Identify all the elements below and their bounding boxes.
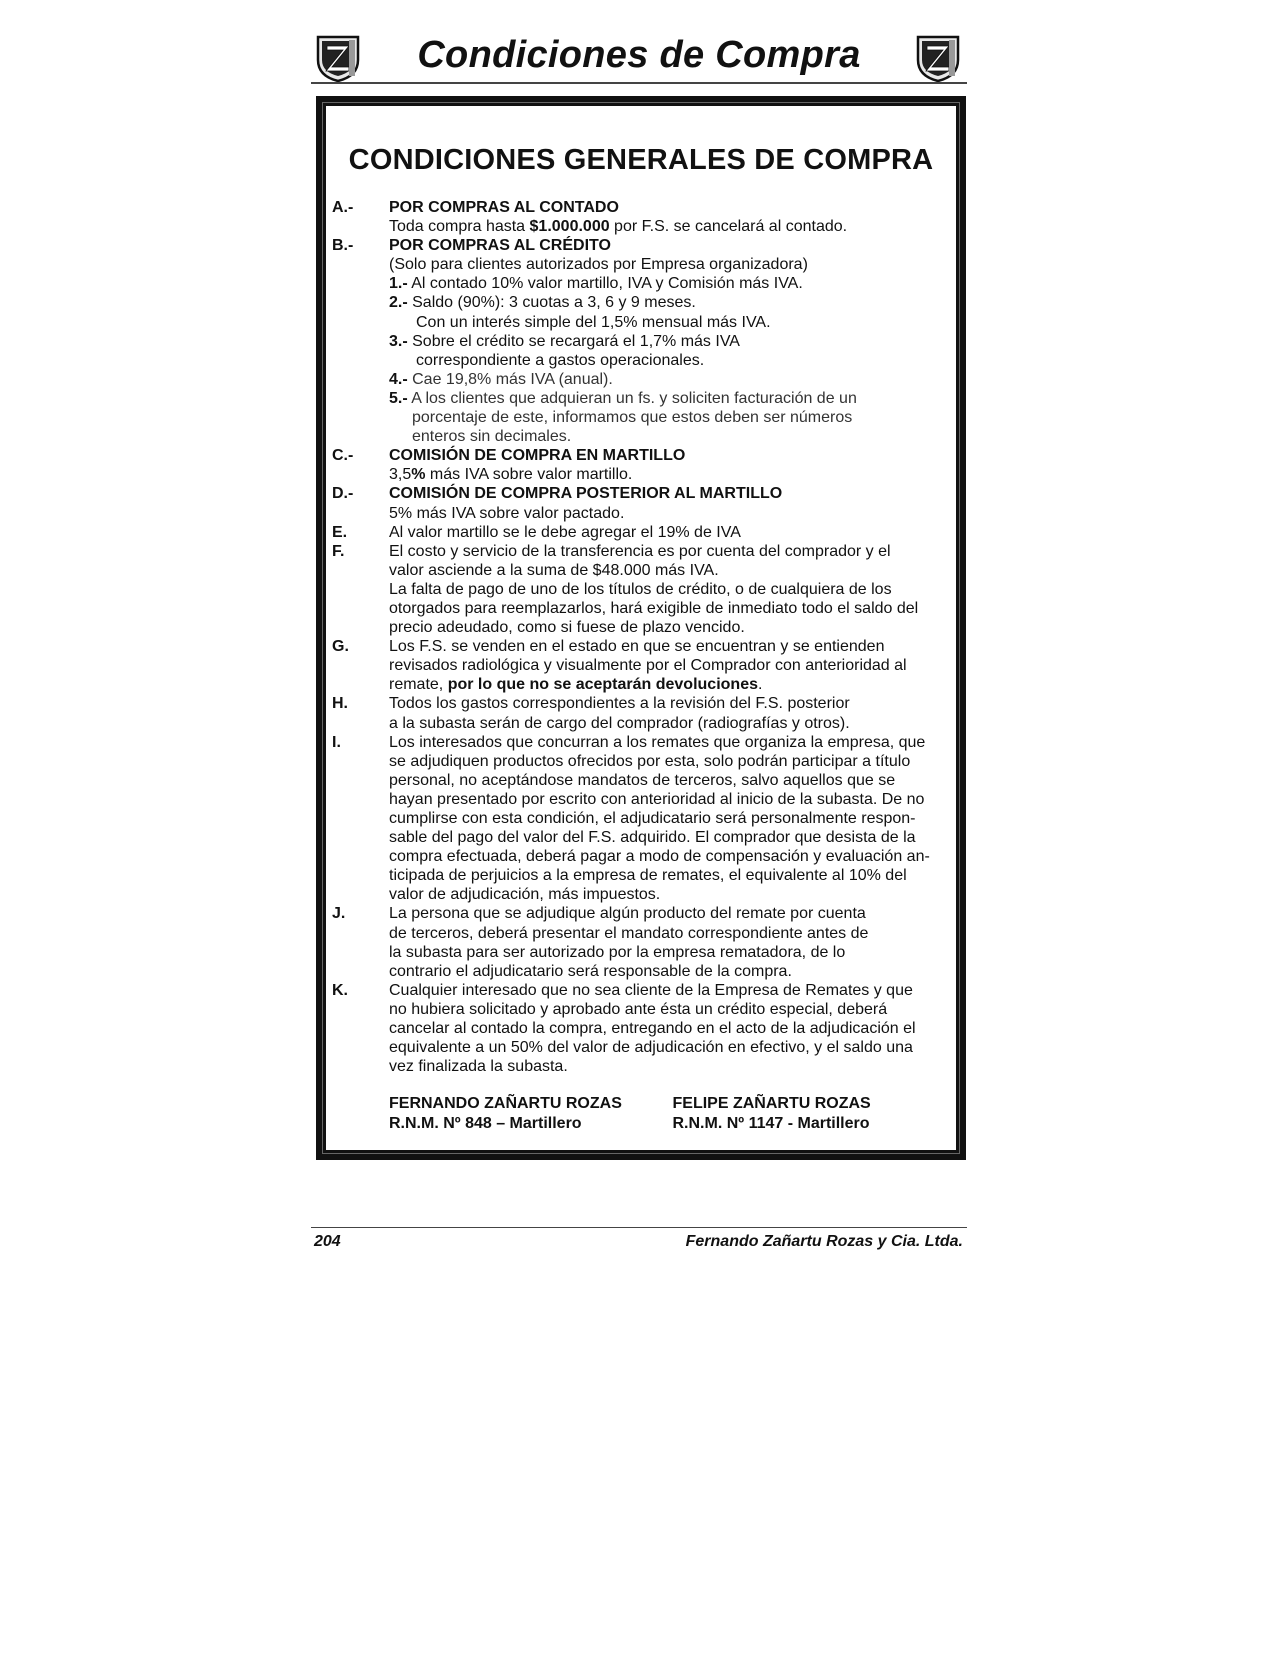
condition-text: Toda compra hasta $1.000.000 por F.S. se cancelará al contado. bbox=[389, 218, 848, 236]
condition-i bbox=[326, 733, 956, 905]
signature-block bbox=[389, 1094, 673, 1134]
condition-letter: F. bbox=[332, 542, 345, 560]
condition-line: equivalente a un 50% del valor de adjudicación en efectivo, y el saldo una bbox=[389, 1039, 913, 1057]
condition-letter: I. bbox=[332, 733, 341, 751]
condition-line: personal, no aceptándose mandatos de terceros, salvo aquellos que se bbox=[389, 771, 896, 789]
condition-line: Los F.S. se venden en el estado en que se encuentran y se entienden bbox=[389, 638, 885, 656]
condition-line: la subasta para ser autorizado por la empresa rematadora, de lo bbox=[389, 943, 846, 961]
condition-letter: E. bbox=[332, 523, 348, 541]
condition-line: a la subasta serán de cargo del comprador (radiografías y otros). bbox=[389, 714, 850, 732]
condition-e bbox=[326, 523, 956, 542]
company-name: Fernando Zañartu Rozas y Cia. Ltda. bbox=[685, 1233, 963, 1250]
condition-line: La falta de pago de uno de los títulos de crédito, o de cualquiera de los bbox=[389, 580, 892, 598]
header-divider bbox=[311, 82, 967, 84]
condition-line: hayan presentado por escrito con anterioridad al inicio de la subasta. De no bbox=[389, 790, 925, 808]
credit-term-3: 3.- Sobre el crédito se recargará el 1,7% más IVA bbox=[389, 332, 740, 350]
company-logo-icon bbox=[915, 34, 961, 82]
condition-line: La persona que se adjudique algún producto del remate por cuenta bbox=[389, 905, 866, 923]
condition-line: cancelar al contado la compra, entregando en el acto de la adjudicación el bbox=[389, 1020, 916, 1038]
condition-a bbox=[326, 198, 956, 236]
signatory-registry: R.N.M. Nº 1147 - Martillero bbox=[672, 1115, 870, 1133]
page-title: Condiciones de Compra bbox=[417, 34, 861, 76]
condition-line: otorgados para reemplazarlos, hará exigible de inmediato todo el saldo del bbox=[389, 599, 919, 617]
cash-limit-amount: $1.000.000 bbox=[529, 218, 610, 236]
condition-line: cumplirse con esta condición, el adjudicatario será personalmente respon- bbox=[389, 810, 916, 827]
condition-letter: C.- bbox=[332, 447, 354, 465]
condition-line: revisados radiológica y visualmente por el Comprador con anterioridad al bbox=[389, 657, 907, 675]
condition-text: 3,5% más IVA sobre valor martillo. bbox=[389, 466, 633, 484]
condition-f bbox=[326, 542, 956, 637]
credit-term-1: 1.- Al contado 10% valor martillo, IVA y Comisión más IVA. bbox=[389, 275, 803, 293]
condition-c bbox=[326, 446, 956, 484]
conditions-list bbox=[326, 198, 956, 1134]
condition-line: valor asciende a la suma de $48.000 más IVA. bbox=[389, 561, 719, 579]
condition-line: remate, por lo que no se aceptarán devoluciones. bbox=[389, 676, 763, 694]
condition-line: El costo y servicio de la transferencia es por cuenta del comprador y el bbox=[389, 542, 891, 560]
conditions-title: CONDICIONES GENERALES DE COMPRA bbox=[348, 144, 934, 176]
condition-heading: POR COMPRAS AL CONTADO bbox=[389, 199, 619, 216]
signatory-name: FELIPE ZAÑARTU ROZAS bbox=[672, 1095, 871, 1113]
condition-line: no hubiera solicitado y aprobado ante ésta un crédito especial, deberá bbox=[389, 1000, 888, 1018]
condition-line: vez finalizada la subasta. bbox=[389, 1058, 568, 1076]
condition-j bbox=[326, 904, 956, 980]
page-header bbox=[311, 28, 967, 84]
condition-letter: A.- bbox=[332, 199, 354, 216]
condition-line: Los interesados que concurran a los remates que organiza la empresa, que bbox=[389, 733, 926, 751]
credit-term-3-cont: correspondiente a gastos operacionales. bbox=[416, 351, 705, 369]
conditions-frame bbox=[316, 96, 966, 1160]
condition-line: Todos los gastos correspondientes a la revisión del F.S. posterior bbox=[389, 695, 850, 713]
credit-term-5-cont: enteros sin decimales. bbox=[412, 428, 572, 446]
credit-term-4: 4.- Cae 19,8% más IVA (anual). bbox=[389, 370, 613, 388]
footer-divider bbox=[311, 1227, 967, 1228]
condition-line: contrario el adjudicatario será responsable de la compra. bbox=[389, 962, 792, 980]
signatory-name: FERNANDO ZAÑARTU ROZAS bbox=[389, 1095, 622, 1113]
condition-letter: K. bbox=[332, 981, 348, 999]
condition-k bbox=[326, 981, 956, 1076]
condition-letter: H. bbox=[332, 695, 348, 713]
credit-term-5-cont: porcentaje de este, informamos que estos deben ser números bbox=[412, 409, 853, 427]
condition-line: de terceros, deberá presentar el mandato correspondiente antes de bbox=[389, 924, 869, 942]
no-returns-notice: por lo que no se aceptarán devoluciones bbox=[447, 676, 758, 694]
condition-line: Cualquier interesado que no sea cliente de la Empresa de Remates y que bbox=[389, 981, 913, 999]
condition-line: precio adeudado, como si fuese de plazo vencido. bbox=[389, 619, 745, 637]
condition-line: sable del pago del valor del F.S. adquirido. El comprador que desista de la bbox=[389, 829, 916, 847]
page-number: 204 bbox=[314, 1233, 341, 1250]
credit-term-5: 5.- A los clientes que adquieran un fs. y soliciten facturación de un bbox=[389, 389, 857, 407]
condition-letter: J. bbox=[332, 905, 346, 923]
condition-h bbox=[326, 694, 956, 732]
credit-term-2: 2.- Saldo (90%): 3 cuotas a 3, 6 y 9 meses. bbox=[389, 294, 696, 312]
condition-letter: D.- bbox=[332, 485, 354, 503]
condition-b bbox=[326, 236, 956, 446]
condition-text: (Solo para clientes autorizados por Empresa organizadora) bbox=[389, 256, 808, 274]
condition-d bbox=[326, 484, 956, 522]
condition-heading: POR COMPRAS AL CRÉDITO bbox=[389, 237, 611, 255]
condition-letter: B.- bbox=[332, 237, 354, 255]
condition-g bbox=[326, 637, 956, 694]
signatures bbox=[326, 1094, 956, 1134]
condition-line: compra efectuada, deberá pagar a modo de compensación y evaluación an- bbox=[389, 848, 930, 866]
signatory-registry: R.N.M. Nº 848 – Martillero bbox=[389, 1115, 582, 1133]
condition-heading: COMISIÓN DE COMPRA EN MARTILLO bbox=[389, 447, 686, 465]
condition-letter: G. bbox=[332, 638, 349, 656]
condition-line: valor de adjudicación, más impuestos. bbox=[389, 886, 661, 904]
condition-line: se adjudiquen productos ofrecidos por esta, solo podrán participar a título bbox=[389, 752, 911, 770]
condition-heading: COMISIÓN DE COMPRA POSTERIOR AL MARTILLO bbox=[389, 485, 783, 503]
signature-block bbox=[673, 1094, 957, 1134]
condition-text: 5% más IVA sobre valor pactado. bbox=[389, 504, 625, 522]
condition-text: Al valor martillo se le debe agregar el 19% de IVA bbox=[389, 523, 741, 541]
condition-line: ticipada de perjuicios a la empresa de remates, el equivalente al 10% del bbox=[389, 867, 907, 885]
credit-term-2-cont: Con un interés simple del 1,5% mensual más IVA. bbox=[416, 313, 771, 331]
